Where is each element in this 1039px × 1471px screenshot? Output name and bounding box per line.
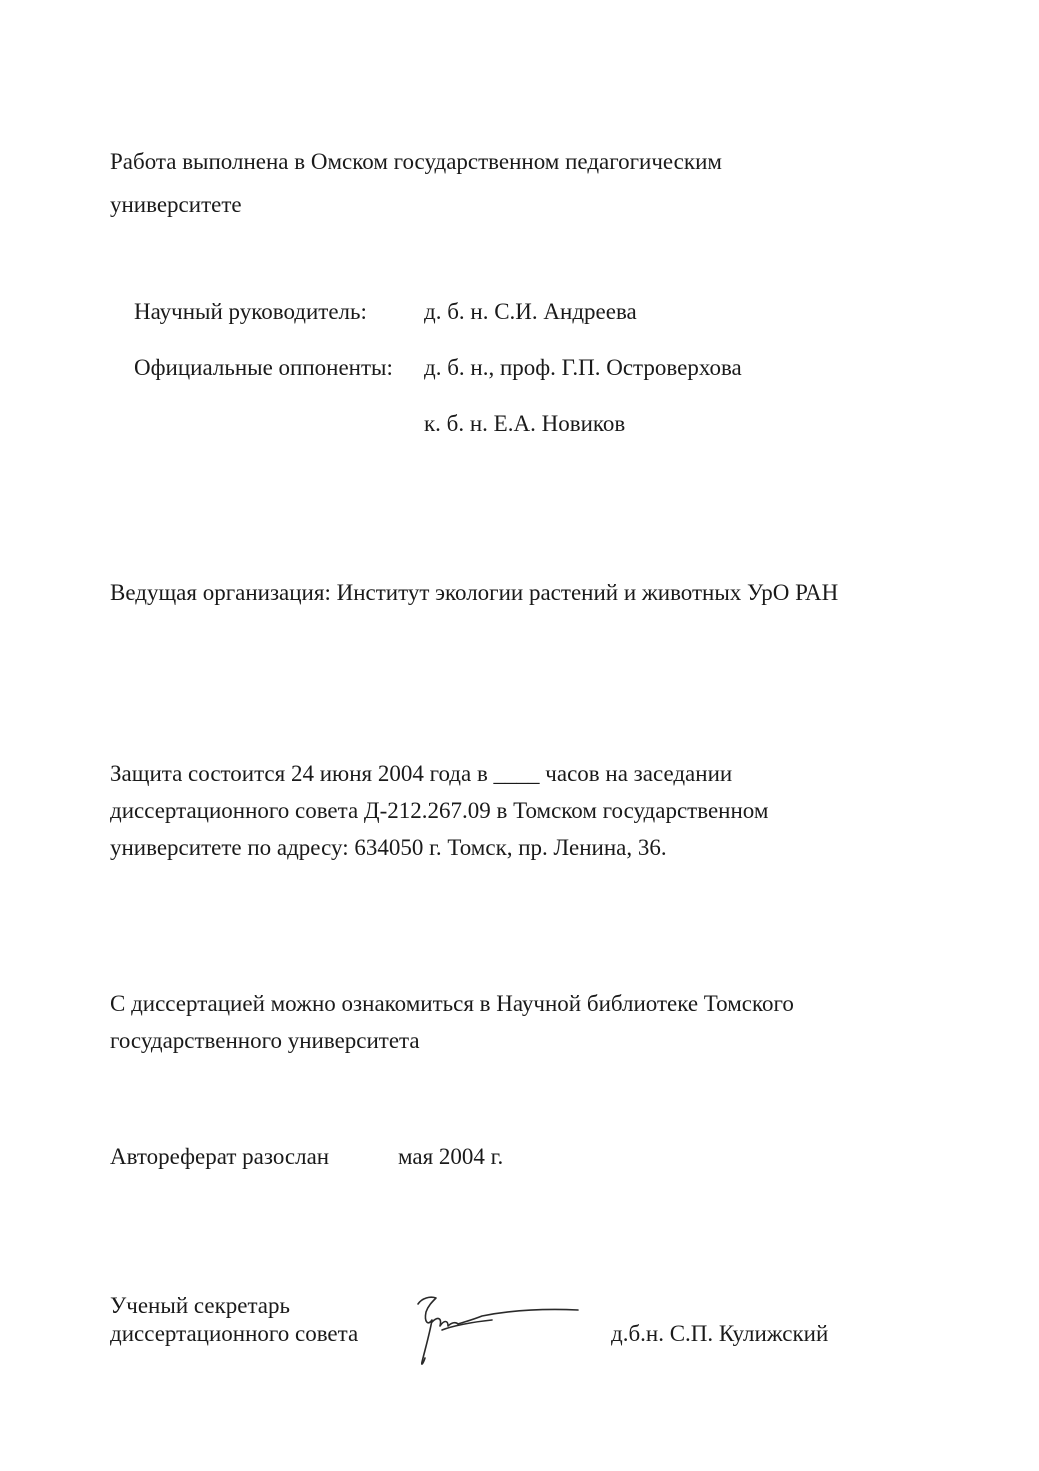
signature-stroke-body [432,1309,578,1326]
supervisor-label: Научный руководитель: [134,299,367,324]
secretary-title-line-1: Ученый секретарь [110,1293,290,1318]
abstract-sent-date: мая 2004 г. [398,1144,504,1169]
secretary-title-line-2: диссертационного совета [110,1321,359,1346]
defense-line-3: университете по адресу: 634050 г. Томск, пр. Ленина, 36. [110,835,667,860]
signature-stroke-initial [418,1297,436,1364]
abstract-sent-label: Автореферат разослан [110,1144,330,1169]
opponent-1: д. б. н., проф. Г.П. Островерхова [424,355,742,380]
secretary-name: д.б.н. С.П. Кулижский [611,1321,829,1346]
defense-line-2: диссертационного совета Д-212.267.09 в Томском государственном [110,798,769,823]
opponent-2: к. б. н. Е.А. Новиков [424,411,626,436]
institution-line-1: Работа выполнена в Омском государственном педагогическим [110,149,722,174]
library-line-2: государственного университета [110,1028,420,1053]
leading-organization: Ведущая организация: Институт экологии растений и животных УрО РАН [110,580,839,605]
signature [412,1292,582,1370]
library-line-1: С диссертацией можно ознакомиться в Научной библиотеке Томского [110,991,794,1016]
opponents-label: Официальные оппоненты: [134,355,393,380]
institution-line-2: университете [110,192,242,217]
defense-line-1: Защита состоится 24 июня 2004 года в ____ часов на заседании [110,761,733,786]
supervisor-value: д. б. н. С.И. Андреева [424,299,637,324]
